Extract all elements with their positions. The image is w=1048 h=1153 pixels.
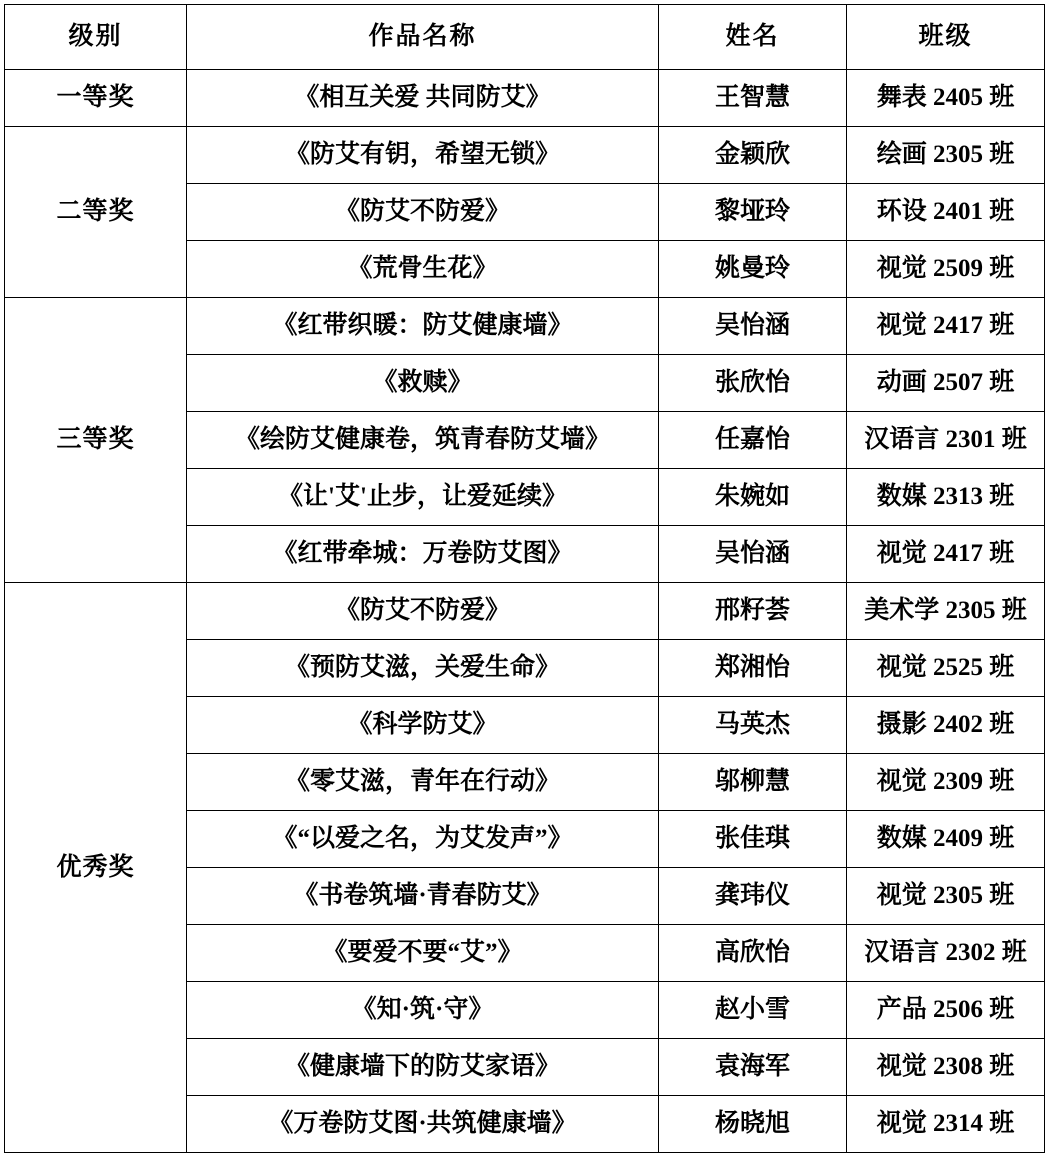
award-level-cell: 优秀奖: [5, 583, 187, 1153]
class-cell: 视觉 2417 班: [847, 526, 1045, 583]
column-header-title: 作品名称: [187, 5, 659, 70]
work-title-cell: 《防艾不防爱》: [187, 184, 659, 241]
class-cell: 汉语言 2302 班: [847, 925, 1045, 982]
work-title-cell: 《知·筑·守》: [187, 982, 659, 1039]
student-name-cell: 吴怡涵: [659, 298, 847, 355]
class-cell: 绘画 2305 班: [847, 127, 1045, 184]
table-header: [5, 5, 1045, 70]
award-level-cell: 三等奖: [5, 298, 187, 583]
class-cell: 摄影 2402 班: [847, 697, 1045, 754]
award-level-cell: 一等奖: [5, 70, 187, 127]
class-cell: 动画 2507 班: [847, 355, 1045, 412]
class-cell: 数媒 2313 班: [847, 469, 1045, 526]
student-name-cell: 赵小雪: [659, 982, 847, 1039]
award-level-cell: 二等奖: [5, 127, 187, 298]
work-title-cell: 《要爱不要“艾”》: [187, 925, 659, 982]
class-cell: 视觉 2509 班: [847, 241, 1045, 298]
column-header-class: 班级: [847, 5, 1045, 70]
student-name-cell: 吴怡涵: [659, 526, 847, 583]
student-name-cell: 张欣怡: [659, 355, 847, 412]
student-name-cell: 姚曼玲: [659, 241, 847, 298]
student-name-cell: 郑湘怡: [659, 640, 847, 697]
table-row: [5, 127, 1045, 184]
work-title-cell: 《万卷防艾图·共筑健康墙》: [187, 1096, 659, 1153]
student-name-cell: 朱婉如: [659, 469, 847, 526]
class-cell: 美术学 2305 班: [847, 583, 1045, 640]
table-row: [5, 70, 1045, 127]
table-body: [5, 70, 1045, 1153]
student-name-cell: 龚玮仪: [659, 868, 847, 925]
class-cell: 视觉 2308 班: [847, 1039, 1045, 1096]
work-title-cell: 《让'艾'止步，让爱延续》: [187, 469, 659, 526]
student-name-cell: 邢籽荟: [659, 583, 847, 640]
table-row: [5, 298, 1045, 355]
work-title-cell: 《红带织暖：防艾健康墙》: [187, 298, 659, 355]
award-results-table: [4, 4, 1045, 1153]
work-title-cell: 《绘防艾健康卷，筑青春防艾墙》: [187, 412, 659, 469]
work-title-cell: 《救赎》: [187, 355, 659, 412]
class-cell: 视觉 2525 班: [847, 640, 1045, 697]
class-cell: 数媒 2409 班: [847, 811, 1045, 868]
table-header-row: [5, 5, 1045, 70]
student-name-cell: 金颖欣: [659, 127, 847, 184]
work-title-cell: 《零艾滋，青年在行动》: [187, 754, 659, 811]
student-name-cell: 杨晓旭: [659, 1096, 847, 1153]
table-row: [5, 583, 1045, 640]
column-header-level: 级别: [5, 5, 187, 70]
work-title-cell: 《健康墙下的防艾家语》: [187, 1039, 659, 1096]
student-name-cell: 高欣怡: [659, 925, 847, 982]
class-cell: 视觉 2314 班: [847, 1096, 1045, 1153]
class-cell: 视觉 2309 班: [847, 754, 1045, 811]
class-cell: 汉语言 2301 班: [847, 412, 1045, 469]
class-cell: 视觉 2305 班: [847, 868, 1045, 925]
student-name-cell: 黎垭玲: [659, 184, 847, 241]
student-name-cell: 张佳琪: [659, 811, 847, 868]
work-title-cell: 《红带牵城：万卷防艾图》: [187, 526, 659, 583]
class-cell: 产品 2506 班: [847, 982, 1045, 1039]
class-cell: 舞表 2405 班: [847, 70, 1045, 127]
student-name-cell: 任嘉怡: [659, 412, 847, 469]
student-name-cell: 马英杰: [659, 697, 847, 754]
class-cell: 环设 2401 班: [847, 184, 1045, 241]
column-header-name: 姓名: [659, 5, 847, 70]
student-name-cell: 邬柳慧: [659, 754, 847, 811]
work-title-cell: 《相互关爱 共同防艾》: [187, 70, 659, 127]
work-title-cell: 《“以爱之名，为艾发声”》: [187, 811, 659, 868]
student-name-cell: 王智慧: [659, 70, 847, 127]
work-title-cell: 《防艾有钥，希望无锁》: [187, 127, 659, 184]
student-name-cell: 袁海军: [659, 1039, 847, 1096]
class-cell: 视觉 2417 班: [847, 298, 1045, 355]
work-title-cell: 《防艾不防爱》: [187, 583, 659, 640]
work-title-cell: 《书卷筑墙·青春防艾》: [187, 868, 659, 925]
work-title-cell: 《荒骨生花》: [187, 241, 659, 298]
work-title-cell: 《科学防艾》: [187, 697, 659, 754]
work-title-cell: 《预防艾滋，关爱生命》: [187, 640, 659, 697]
